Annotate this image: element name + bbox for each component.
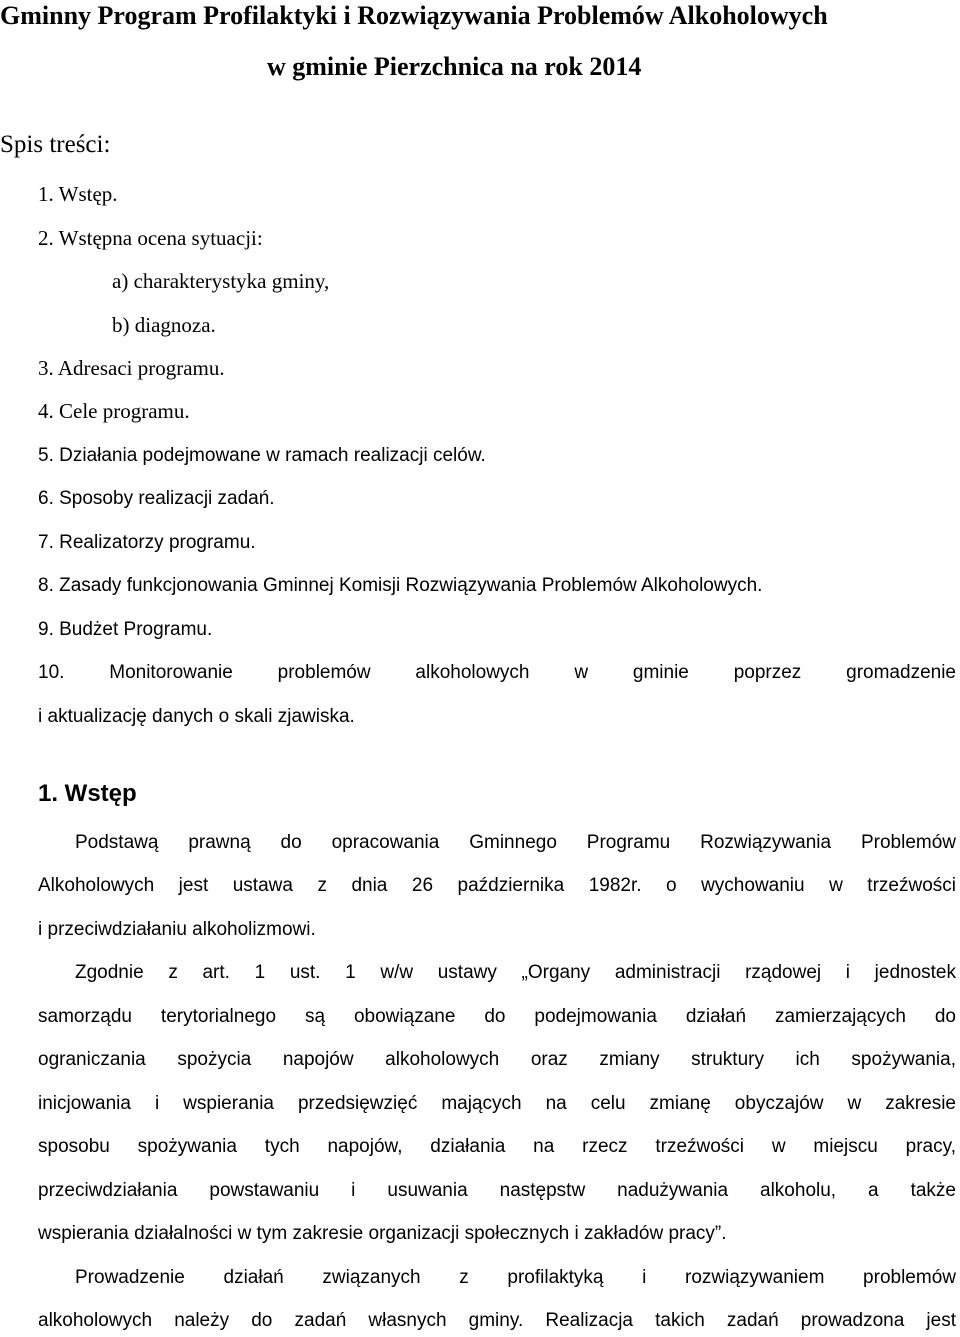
toc-item-2: 2. Wstępna ocena sytuacji: [38, 226, 263, 250]
toc-item-3: 3. Adresaci programu. [38, 356, 225, 380]
toc-item-4: 4. Cele programu. [38, 399, 190, 423]
toc-item-5: 5. Działania podejmowane w ramach realizacji celów. [38, 445, 486, 466]
section-heading-intro: 1. Wstęp [38, 780, 137, 807]
paragraph-line: inicjowania i wspierania przedsięwzięć mających na celu zmianę obyczajów w zakresie [38, 1093, 956, 1114]
paragraph-line: sposobu spożywania tych napojów, działania na rzecz trzeźwości w miejscu pracy, [38, 1136, 956, 1157]
toc-item-6: 6. Sposoby realizacji zadań. [38, 488, 275, 509]
paragraph-line: samorządu terytorialnego są obowiązane do podejmowania działań zamierzających do [38, 1006, 956, 1027]
paragraph-line: Alkoholowych jest ustawa z dnia 26 października 1982r. o wychowaniu w trzeźwości [38, 875, 956, 896]
paragraph-line: Zgodnie z art. 1 ust. 1 w/w ustawy „Organy administracji rządowej i jednostek [75, 962, 956, 983]
toc-item-2a: a) charakterystyka gminy, [112, 269, 330, 293]
toc-item-1: 1. Wstęp. [38, 182, 118, 206]
document-title-line-1: Gminny Program Profilaktyki i Rozwiązywania Problemów Alkoholowych [0, 1, 828, 30]
paragraph-line: przeciwdziałania powstawaniu i usuwania następstw nadużywania alkoholu, a także [38, 1180, 956, 1201]
paragraph-line: Podstawą prawną do opracowania Gminnego Programu Rozwiązywania Problemów [75, 832, 956, 853]
paragraph-line: ograniczania spożycia napojów alkoholowych oraz zmiany struktury ich spożywania, [38, 1049, 956, 1070]
toc-item-8: 8. Zasady funkcjonowania Gminnej Komisji Rozwiązywania Problemów Alkoholowych. [38, 575, 763, 596]
paragraph-line: alkoholowych należy do zadań własnych gminy. Realizacja takich zadań prowadzona jest [38, 1310, 956, 1331]
paragraph-line: i przeciwdziałaniu alkoholizmowi. [38, 919, 316, 940]
paragraph-line: Prowadzenie działań związanych z profilaktyką i rozwiązywaniem problemów [75, 1267, 956, 1288]
toc-item-2b: b) diagnoza. [112, 313, 216, 337]
toc-item-7: 7. Realizatorzy programu. [38, 532, 256, 553]
document-title-line-2: w gminie Pierzchnica na rok 2014 [267, 52, 642, 81]
toc-heading: Spis treści: [0, 131, 111, 158]
paragraph-line: wspierania działalności w tym zakresie organizacji społecznych i zakładów pracy”. [38, 1223, 727, 1244]
toc-item-10-line-2: i aktualizację danych o skali zjawiska. [38, 706, 355, 727]
toc-item-10-line-1: 10. Monitorowanie problemów alkoholowych w gminie poprzez gromadzenie [38, 662, 956, 683]
toc-item-9: 9. Budżet Programu. [38, 619, 213, 640]
